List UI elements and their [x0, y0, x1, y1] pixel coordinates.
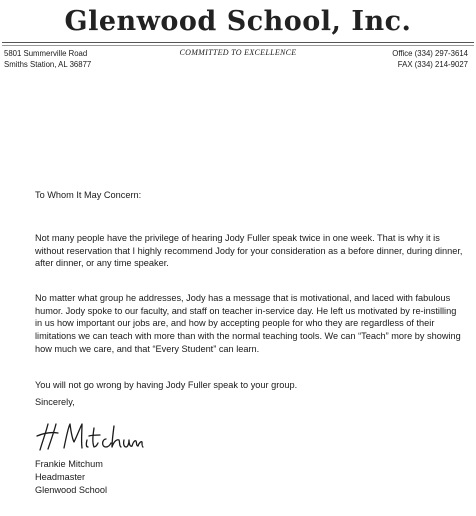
signer-organization: Glenwood School	[35, 484, 108, 495]
address-line-2: Smiths Station, AL 36877	[4, 60, 92, 69]
fax-number: FAX (334) 214-9027	[397, 60, 468, 69]
letter-paragraph-2: No matter what group he addresses, Jody has a message that is motivational, and laced with fabulous humor. Jody spoke to our faculty, and staff on teacher in-service day. He left us motivated by re-instilling in us how important our jobs are, and how by accepting people for who they are regardless of their limitations we can teach with more than with the normal teaching tools. We can “Teach” more by showing how much we care, and that “Every Student” can learn.	[35, 293, 461, 354]
letter-salutation: To Whom It May Concern:	[35, 190, 142, 200]
handwritten-signature	[34, 418, 144, 454]
signer-title: Headmaster	[35, 471, 86, 482]
office-phone: Office (334) 297-3614	[392, 49, 468, 58]
signature-block	[35, 458, 107, 496]
letterhead-rule-thin	[2, 45, 474, 46]
letter-closing: Sincerely,	[35, 397, 75, 407]
signer-name: Frankie Mitchum	[35, 459, 103, 469]
address-line-1: 5801 Summerville Road	[4, 49, 88, 58]
letterhead-motto: COMMITTED TO EXCELLENCE	[179, 48, 297, 57]
letter-paragraph-3: You will not go wrong by having Jody Fuller speak to your group.	[35, 380, 298, 391]
letterhead-contact	[392, 48, 468, 70]
letterhead-rule	[2, 42, 474, 43]
letterhead-school-name: Glenwood School, Inc.	[64, 6, 412, 37]
letter-paragraph-1: Not many people have the privilege of hearing Jody Fuller speak twice in one week. That is why it is without reservation that I highly recommend Jody for your consideration as a before dinner, during dinner, after dinner, or any time speaker.	[35, 233, 463, 269]
